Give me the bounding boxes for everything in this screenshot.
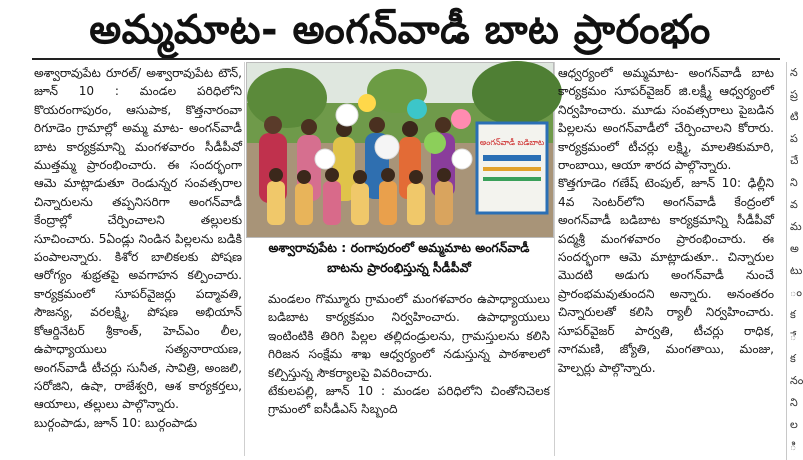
paragraph: కొత్తగూడెం గణేష్‌ టెంపుల్‌, జూన్‌ 10: ఢిల్లీని 4వ సెంటర్‌లోని అంగన్‌వాడీ కేంద్రంలో అంగన్‌వాడీ బడిబాట కార్యక్రమాన్ని సీడీపీవో పద్మశ్రీ మంగళవారం ప్రారంభించారు. ఈ సందర్భంగా ఆమె మాట్లాడుతూ.. చిన్నారుల మొదటి అడుగు అంగన్‌వాడీ నుంచే ప్రారంభమవుతుందని అన్నారు. అనంతరం చిన్నారులతో కలిసి ర్యాలీ నిర్వహించారు. సూపర్‌వైజర్‌ పార్వతి, టీచర్లు రాధిక, నాగమణి, జ్యోతి, మంగతాయి, మంజు, హెల్పర్లు పాల్గొన్నారు. [558,176,774,375]
column-divider [244,62,245,456]
paragraph: మండలం గొమ్మూరు గ్రామంలో మంగళవారం ఉపాధ్యాయులు బడిబాట కార్యక్రమం నిర్వహించారు. ఉపాధ్యాయులు ఇంటింటికి తిరిగి పిల్లల తల్లిదండ్రులను, గ్రామస్తులను కలిసి గిరిజన సంక్షేమ శాఖ ఆధ్వర్యంలో నడుస్తున్న పాఠశాలలో కల్పిస్తున్న సౌకర్యాలపై వివరించారు. [268,292,550,380]
edge-text: ని [790,396,798,409]
edge-text: టి [790,110,799,123]
article-column-1 [34,64,242,432]
headline: అమ్మమాట- అంగన్‌వాడీ బాట ప్రారంభం [89,7,711,53]
edge-text: ం [790,286,802,299]
edge-text: క [790,352,796,365]
banner-text: అంగన్‌వాడీ బడిబాట [479,138,545,147]
edge-text: ల [790,418,798,431]
children-with-balloons-photo [247,63,553,237]
caption-line: బాటను ప్రారంభిస్తున్న సీడీపీవో [327,260,471,275]
paragraph: అశ్వారావుపేట రూరల్‌/ అశ్వారావుపేట టౌన్‌, జూన్‌ 10 : మండల పరిధిలోని కొయరంగాపురం, ఆసుపాక, కొత్తనారంవా రిగూడెం గ్రామాల్లో అమ్మ మాట- అంగన్‌వాడీ బాట కార్యక్రమాన్ని మంగళవారం సీడీపీవో ముత్తమ్మ ప్రారంభించారు. ఈ సందర్భంగా ఆమె మాట్లాడుతూ రెండున్నర సంవత్సరాల చిన్నారులను తప్పనిసరిగా అంగన్‌వాడీ కేంద్రాల్లో చేర్పించాలని తల్లులకు సూచించారు. 5ఏండ్లు నిండిన పిల్లలను బడికి పంపాలన్నారు. కిశోర బాలికలకు పోషణ ఆరోగ్యం శుభ్రతపై అవగాహన కల్పించారు. కార్యక్రమంలో సూపర్‌వైజర్లు పద్మావతి, సౌజన్య, వరలక్ష్మి, పోషణ అభియాన్‌ కోఆర్డినేటర్‌ శ్రీకాంత్‌, హెచ్‌ఎం లీల, ఉపాధ్యాయులు సత్యనారాయణ, అంగన్‌వాడీ టీచర్లు సునీత, సావిత్రి, అంజలి, సరోజిని, ఉషా, రాజేశ్వరి, ఆశ కార్యకర్తలు, ఆయాలు, తల్లులు పాల్గొన్నారు. [34,66,242,412]
paragraph: ఆధ్వర్యంలో అమ్మమాట- అంగన్‌వాడీ బాట కార్యక్రమం సూపర్‌వైజర్‌ జి.లక్ష్మీ ఆధ్వర్యంలో నిర్వహించారు. మూడు సంవత్సరాలు పైబడిన పిల్లలను అంగన్‌వాడీలో చేర్పించాలని కోరారు. కార్యక్రమంలో టీచర్లు లక్ష్మి, మాలతికుమారి, రాంబాయి, ఆయా శారద పాల్గొన్నారు. [558,66,774,173]
paragraph: బుర్గంపాడు, జూన్‌ 10: బుర్గంపాడు [34,415,198,430]
paragraph: టేకులపల్లి, జూన్‌ 10 : మండల పరిధిలోని చింతోనిచెలక గ్రామంలో ఐసీడీఎస్‌ సిబ్బంది [268,384,550,417]
edge-text: వ [790,198,798,211]
adjacent-article-fragment [786,62,803,460]
edge-text: ప్ర [790,88,798,101]
edge-text: నం [790,374,803,387]
edge-text: ే [790,330,797,343]
article-column-2 [268,290,550,419]
edge-text: చే [790,154,799,167]
photo-caption [246,238,552,282]
headline-rule [32,58,780,60]
column-divider [554,62,555,456]
edge-text: ప [790,132,798,145]
news-photo [246,62,554,238]
edge-text: అ [790,242,799,255]
edge-text: న [790,66,798,79]
article-column-3 [558,64,774,377]
edge-text: టు [790,264,803,277]
edge-text: ి [790,440,797,453]
caption-line: అశ్వారావుపేట : రంగాపురంలో అమ్మమాట అంగన్‌వాడీ [268,240,530,255]
edge-text: క [790,308,796,321]
edge-text: మ [790,220,802,233]
edge-text: ని [790,176,798,189]
